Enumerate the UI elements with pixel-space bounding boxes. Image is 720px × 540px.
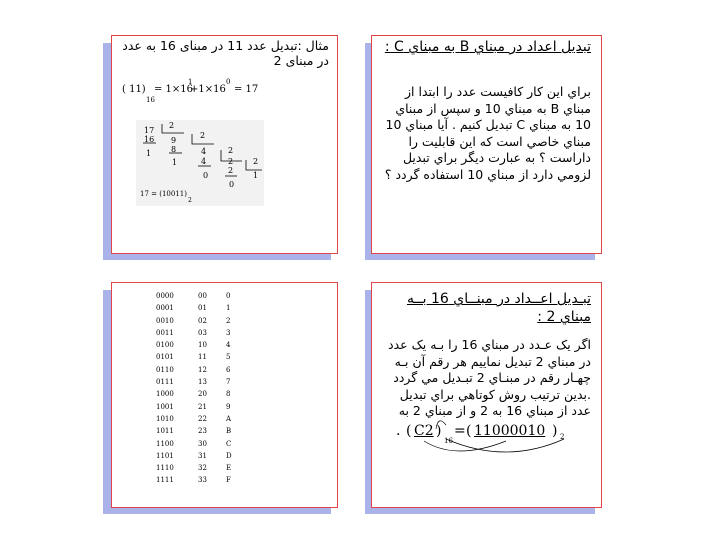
div-2b: 2 <box>200 131 206 140</box>
slide-body-clip <box>380 337 591 421</box>
div-2c: 2 <box>228 146 234 155</box>
binary-cell: 1111 <box>156 476 174 485</box>
conversion-table <box>156 290 238 487</box>
slide-binary-hex-table <box>103 282 338 514</box>
div-r2: 1 <box>172 158 178 167</box>
binary-cell: 1000 <box>156 390 174 399</box>
hex-cell: 5 <box>226 353 231 362</box>
hex-cell: E <box>226 464 232 473</box>
table-row <box>156 450 238 462</box>
table-row <box>156 351 238 363</box>
div-2e: 2 <box>228 166 234 175</box>
eq-hex-base: 16 <box>444 437 453 445</box>
slide-panel <box>111 282 338 508</box>
table-row <box>156 413 238 425</box>
table-row <box>156 290 238 302</box>
equation-lhs-base: 16 <box>146 96 155 104</box>
table-row <box>156 364 238 376</box>
base4-cell: 30 <box>198 439 207 448</box>
binary-cell: 0111 <box>156 378 174 387</box>
binary-cell: 0010 <box>156 316 174 325</box>
div-r1: 1 <box>146 149 152 158</box>
slide-hex-to-binary <box>365 282 602 514</box>
hex-cell: 7 <box>226 378 231 387</box>
binary-cell: 1010 <box>156 414 174 423</box>
table-row <box>156 401 238 413</box>
equation-lhs: ( 11) <box>122 84 146 95</box>
binary-cell: 0110 <box>156 365 174 374</box>
division-result-base: 2 <box>188 197 192 204</box>
slide-body: اگر يک عـدد در مبناي 16 را بـه يک عدد در مبناي 2 تبديل نماييم هر رقم آن بـه چهـار رقم در مبنـاي 2 تبـديل مي گردد .بدين ترتيب روش كوتاهي براي تبديل عدد از مبناي 16 به 2 و از مبناي 2 به <box>388 337 591 418</box>
hex-cell: 2 <box>226 316 231 325</box>
binary-cell: 0000 <box>156 292 174 300</box>
base4-cell: 01 <box>198 304 207 313</box>
hex-cell: F <box>226 476 231 485</box>
equation-result: = 17 <box>234 84 259 95</box>
div-8: 8 <box>171 145 177 154</box>
div-2f: 2 <box>253 157 259 166</box>
table-row <box>156 388 238 400</box>
hex-cell: 9 <box>226 402 231 411</box>
hex-binary-equation: . ( C2 ) 16 = ( 11000010 ) 2 <box>406 419 596 465</box>
slide-panel <box>111 35 338 254</box>
hex-cell: A <box>226 414 232 423</box>
equation-term1: = 1×16 <box>154 84 194 95</box>
hex-cell: D <box>226 451 232 460</box>
hex-cell: 1 <box>226 304 231 313</box>
slide-heading: تبـديل اعــداد در مبنــاي 16 بــه مبناي 2 : <box>406 291 591 325</box>
base4-cell: 22 <box>198 414 207 423</box>
eq-binary-value: 11000010 <box>474 423 546 439</box>
slide-panel <box>371 35 602 254</box>
division-result: 17 = (10011) <box>140 190 187 198</box>
binary-cell: 0011 <box>156 328 174 337</box>
div-4b: 4 <box>201 157 207 166</box>
base4-cell: 10 <box>198 341 207 350</box>
div-2a: 2 <box>169 121 175 130</box>
binary-cell: 0101 <box>156 353 174 362</box>
eq-binary-base: 2 <box>560 433 565 441</box>
eq-dot: . <box>396 423 401 439</box>
binary-cell: 1101 <box>156 451 174 460</box>
div-r4: 0 <box>229 180 235 189</box>
table-row <box>156 438 238 450</box>
slide-heading: تبدیل اعداد در مبناي B به مبناي C : <box>384 39 591 55</box>
binary-cell: 1100 <box>156 439 174 448</box>
div-1: 1 <box>253 171 259 180</box>
table-row <box>156 302 238 314</box>
binary-cell: 0100 <box>156 341 174 350</box>
div-16: 16 <box>144 135 155 144</box>
div-4: 4 <box>201 147 207 156</box>
binary-cell: 0001 <box>156 304 174 313</box>
hex-cell: 3 <box>226 328 231 337</box>
base-conversion-equation <box>122 80 322 106</box>
base4-cell: 12 <box>198 365 207 374</box>
table-row <box>156 327 238 339</box>
table-row <box>156 315 238 327</box>
hex-cell: 8 <box>226 390 231 399</box>
base4-cell: 23 <box>198 427 207 436</box>
slide-body: براي اين كار كافيست عدد را ابتدا از مبناي B به مبناي 10 و سپس از مبناي 10 به مبناي C تبديل كنيم . آيا مبناي 10 مبناي خاصي است كه اين قابليت را داراست ؟ به عبارت ديگر براي تبديل لزومي دارد از مبناي 10 استفاده گردد ؟ <box>384 84 591 182</box>
binary-cell: 1011 <box>156 427 174 436</box>
base4-cell: 02 <box>198 316 207 325</box>
hex-cell: 4 <box>226 341 231 350</box>
div-17: 17 <box>144 126 155 135</box>
slide-base-b-to-c <box>365 35 602 260</box>
slide-panel <box>371 282 602 508</box>
base4-cell: 21 <box>198 402 207 411</box>
hex-cell: C <box>226 439 232 448</box>
div-9: 9 <box>171 136 177 145</box>
div-r3: 0 <box>203 171 209 180</box>
base4-cell: 20 <box>198 390 207 399</box>
slide-hex-to-binary-example <box>103 35 338 260</box>
long-division-figure <box>136 120 264 206</box>
base4-cell: 13 <box>198 378 207 387</box>
base4-cell: 11 <box>198 353 207 362</box>
div-2d: 2 <box>228 157 234 166</box>
equation-exp0: 0 <box>226 78 231 86</box>
binary-cell: 1001 <box>156 402 174 411</box>
hex-cell: 0 <box>226 292 231 300</box>
table-row <box>156 462 238 474</box>
example-title: مثال :تبدیل عدد 11 در مبنای 16 به عدد در مبنای 2 <box>122 38 329 68</box>
eq-equals: = <box>454 423 466 439</box>
base4-cell: 03 <box>198 328 207 337</box>
table-row <box>156 339 238 351</box>
base4-cell: 32 <box>198 464 207 473</box>
eq-hex-value: C2 <box>414 423 434 439</box>
base4-cell: 31 <box>198 451 207 460</box>
equation-term2: +1×16 <box>190 84 226 95</box>
hex-cell: 6 <box>226 365 231 374</box>
equation-exp1: 1 <box>188 78 193 86</box>
hex-cell: B <box>226 427 232 436</box>
table-row <box>156 376 238 388</box>
eq-open: ( <box>406 423 412 439</box>
table-row <box>156 474 238 486</box>
base4-cell: 00 <box>198 292 207 300</box>
binary-cell: 1110 <box>156 464 174 473</box>
base4-cell: 33 <box>198 476 207 485</box>
table-row <box>156 425 238 437</box>
